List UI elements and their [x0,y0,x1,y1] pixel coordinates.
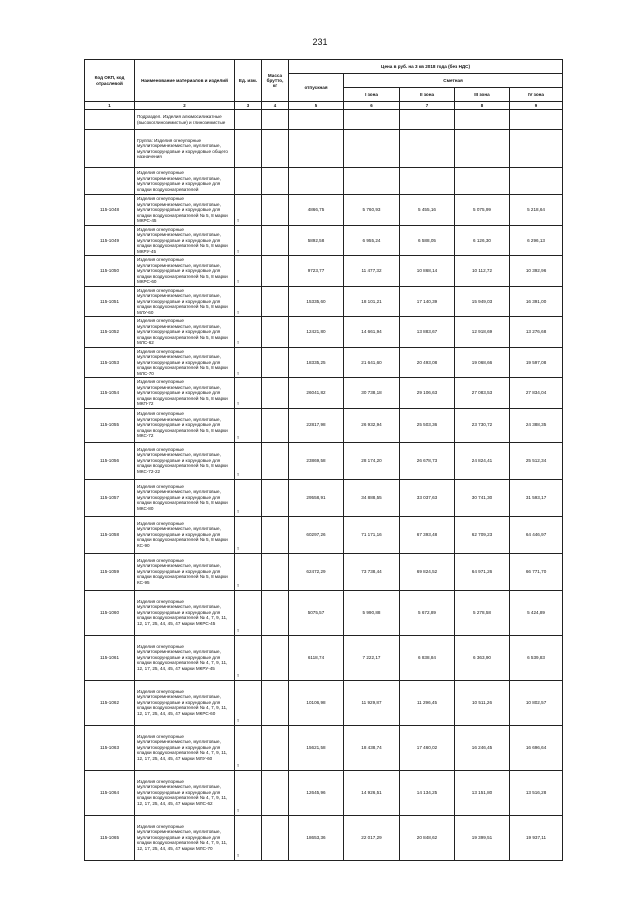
item-price-zone-1: 11 477,32 [344,256,400,287]
item-price-zone-4: 27 834,04 [510,378,563,409]
item-release-price: 9723,77 [289,256,344,287]
table-row [85,347,563,378]
item-price-zone-3: 10 511,26 [455,680,510,725]
item-unit: т [235,378,262,409]
item-price-zone-2: 20 493,08 [400,347,455,378]
item-price-zone-2: 67 393,48 [400,516,455,553]
item-price-zone-1: 6 955,24 [344,225,400,256]
table-row [85,635,563,680]
item-release-price: 62472,29 [289,553,344,590]
header-zone-1: I зона [344,88,400,102]
item-code: 115-1056 [85,442,135,479]
table-row [85,286,563,317]
item-price-zone-1: 14 926,51 [344,770,400,815]
item-price-zone-4: 24 388,35 [510,408,563,442]
item-price-zone-4: 19 937,11 [510,815,563,860]
table-row [85,479,563,516]
item-code: 115-1048 [85,195,135,226]
subgroup-title: Изделия огнеупорные муллитокремнеземистые, муллитовые, муллитокорундовые и корундовые для кладки воздухонагревателей [135,168,235,195]
section-title: Подраздел. Изделия алюмосиликатные (высокоглиноземистые) и глиноземистые [135,110,235,130]
item-unit: т [235,442,262,479]
item-mass [262,516,289,553]
price-table [84,59,563,861]
item-price-zone-4: 25 512,34 [510,442,563,479]
item-code: 115-1054 [85,378,135,409]
item-name: Изделия огнеупорные муллитокремнеземистые, муллитовые, муллитокорундовые и корундовые для кладки воздухонагревателей № 5, 8 марки МКРУ-45 [135,225,235,256]
item-price-zone-3: 62 709,23 [455,516,510,553]
item-name: Изделия огнеупорные муллитокремнеземистые, муллитовые, муллитокорундовые и корундовые для кладки воздухонагревателей № 4, 7, 9, 11, 12, 17, 25, 44, 45, 47 марки МЛС-62 [135,770,235,815]
header-estimated: Сметная [344,74,563,88]
item-price-zone-1: 5 760,93 [344,195,400,226]
item-name: Изделия огнеупорные муллитокремнеземистые, муллитовые, муллитокорундовые и корундовые для кладки воздухонагревателей № 5, 8 марки МЛУ-60 [135,286,235,317]
item-release-price: 12421,80 [289,317,344,348]
item-code: 115-1063 [85,725,135,770]
item-price-zone-3: 10 112,72 [455,256,510,287]
item-code: 115-1055 [85,408,135,442]
column-number: 4 [262,102,289,110]
table-row [85,195,563,226]
item-code: 115-1050 [85,256,135,287]
item-name: Изделия огнеупорные муллитокремнеземистые, муллитовые, муллитокорундовые и корундовые для кладки воздухонагревателей № 5, 8 марки КС-95 [135,553,235,590]
item-mass [262,815,289,860]
header-release: отпускная [289,74,344,102]
item-release-price: 12645,96 [289,770,344,815]
item-price-zone-2: 17 460,02 [400,725,455,770]
item-name: Изделия огнеупорные муллитокремнеземистые, муллитовые, муллитокорундовые и корундовые для кладки воздухонагревателей № 5, 8 марки МКРС-45 [135,195,235,226]
table-row [85,256,563,287]
section-row [85,110,563,130]
item-release-price: 29558,91 [289,479,344,516]
header-mass: Масса брутто, кг [262,60,289,102]
item-mass [262,225,289,256]
item-release-price: 15335,60 [289,286,344,317]
table-row [85,680,563,725]
item-mass [262,635,289,680]
item-price-zone-2: 13 883,67 [400,317,455,348]
item-name: Изделия огнеупорные муллитокремнеземистые, муллитовые, муллитокорундовые и корундовые для кладки воздухонагревателей № 5, 8 марки МКС-72-22 [135,442,235,479]
item-unit: т [235,256,262,287]
item-mass [262,590,289,635]
item-price-zone-3: 19 399,51 [455,815,510,860]
item-price-zone-2: 14 134,25 [400,770,455,815]
item-code: 115-1052 [85,317,135,348]
item-name: Изделия огнеупорные муллитокремнеземистые, муллитовые, муллитокорундовые и корундовые для кладки воздухонагревателей № 4, 7, 9, 11, 12, 17, 25, 44, 45, 47 марки МКРУ-45 [135,635,235,680]
item-code: 115-1065 [85,815,135,860]
item-release-price: 15621,58 [289,725,344,770]
item-price-zone-4: 64 446,97 [510,516,563,553]
item-unit: т [235,770,262,815]
item-unit: т [235,347,262,378]
item-release-price: 4866,75 [289,195,344,226]
item-price-zone-3: 64 971,26 [455,553,510,590]
item-price-zone-3: 12 918,69 [455,317,510,348]
item-price-zone-1: 71 171,16 [344,516,400,553]
item-price-zone-1: 11 929,87 [344,680,400,725]
item-price-zone-4: 19 597,08 [510,347,563,378]
item-code: 115-1053 [85,347,135,378]
item-unit: т [235,286,262,317]
item-price-zone-3: 24 824,41 [455,442,510,479]
item-price-zone-2: 20 848,62 [400,815,455,860]
item-name: Изделия огнеупорные муллитокремнеземистые, муллитовые, муллитокорундовые и корундовые для кладки воздухонагревателей № 4, 7, 9, 11, 12, 17, 25, 44, 45, 47 марки МЛС-70 [135,815,235,860]
page-number: 231 [312,37,328,47]
item-mass [262,553,289,590]
item-unit: т [235,317,262,348]
item-code: 115-1062 [85,680,135,725]
item-release-price: 5075,57 [289,590,344,635]
item-name: Изделия огнеупорные муллитокремнеземистые, муллитовые, муллитокорундовые и корундовые для кладки воздухонагревателей № 4, 7, 9, 11, 12, 17, 25, 44, 45, 47 марки МКРС-45 [135,590,235,635]
table-row [85,317,563,348]
column-numbers-row [85,102,563,110]
table-row [85,770,563,815]
item-price-zone-2: 33 037,63 [400,479,455,516]
item-unit: т [235,479,262,516]
item-unit: т [235,815,262,860]
item-unit: т [235,516,262,553]
item-mass [262,479,289,516]
item-price-zone-1: 18 438,74 [344,725,400,770]
column-number: 3 [235,102,262,110]
item-name: Изделия огнеупорные муллитокремнеземистые, муллитовые, муллитокорундовые и корундовые для кладки воздухонагревателей № 5, 8 марки МКС-72 [135,408,235,442]
item-price-zone-2: 69 824,52 [400,553,455,590]
item-price-zone-4: 13 516,28 [510,770,563,815]
item-price-zone-4: 13 276,68 [510,317,563,348]
item-unit: т [235,725,262,770]
table-row [85,408,563,442]
column-number: 5 [289,102,344,110]
item-price-zone-1: 30 738,18 [344,378,400,409]
item-mass [262,286,289,317]
column-number: 9 [510,102,563,110]
item-price-zone-2: 5 455,16 [400,195,455,226]
item-name: Изделия огнеупорные муллитокремнеземистые, муллитовые, муллитокорундовые и корундовые для кладки воздухонагревателей № 5, 8 марки МКРС-60 [135,256,235,287]
item-name: Изделия огнеупорные муллитокремнеземистые, муллитовые, муллитокорундовые и корундовые для кладки воздухонагревателей № 5, 8 марки КС-90 [135,516,235,553]
column-number: 7 [400,102,455,110]
item-price-zone-3: 5 075,99 [455,195,510,226]
item-code: 115-1051 [85,286,135,317]
table-row [85,225,563,256]
item-unit: т [235,225,262,256]
item-price-zone-3: 6 363,90 [455,635,510,680]
item-price-zone-4: 6 539,83 [510,635,563,680]
item-price-zone-1: 5 990,88 [344,590,400,635]
item-price-zone-2: 17 140,39 [400,286,455,317]
column-number: 1 [85,102,135,110]
item-price-zone-4: 6 296,13 [510,225,563,256]
item-price-zone-4: 10 802,57 [510,680,563,725]
item-mass [262,317,289,348]
item-price-zone-3: 23 730,72 [455,408,510,442]
item-name: Изделия огнеупорные муллитокремнеземистые, муллитовые, муллитокорундовые и корундовые для кладки воздухонагревателей № 4, 7, 9, 11, 12, 17, 25, 44, 45, 47 марки МКРС-60 [135,680,235,725]
item-price-zone-2: 6 588,05 [400,225,455,256]
item-unit: т [235,195,262,226]
item-price-zone-2: 29 106,63 [400,378,455,409]
item-price-zone-2: 6 838,84 [400,635,455,680]
item-price-zone-1: 34 888,55 [344,479,400,516]
item-name: Изделия огнеупорные муллитокремнеземистые, муллитовые, муллитокорундовые и корундовые для кладки воздухонагревателей № 5, 8 марки МЛС-70 [135,347,235,378]
table-row [85,553,563,590]
item-mass [262,347,289,378]
item-mass [262,195,289,226]
item-mass [262,408,289,442]
item-name: Изделия огнеупорные муллитокремнеземистые, муллитовые, муллитокорундовые и корундовые для кладки воздухонагревателей № 5, 8 марки МЛС-62 [135,317,235,348]
item-code: 115-1059 [85,553,135,590]
item-unit: т [235,635,262,680]
item-price-zone-3: 27 083,53 [455,378,510,409]
item-price-zone-4: 31 593,17 [510,479,563,516]
item-release-price: 18335,25 [289,347,344,378]
header-zone-4: IV зона [510,88,563,102]
item-price-zone-4: 16 391,00 [510,286,563,317]
item-release-price: 23869,58 [289,442,344,479]
item-name: Изделия огнеупорные муллитокремнеземистые, муллитовые, муллитокорундовые и корундовые для кладки воздухонагревателей № 4, 7, 9, 11, 12, 17, 25, 44, 45, 47 марки МЛУ-60 [135,725,235,770]
column-number: 6 [344,102,400,110]
table-row [85,590,563,635]
item-price-zone-1: 18 101,21 [344,286,400,317]
item-release-price: 60297,26 [289,516,344,553]
item-unit: т [235,408,262,442]
item-price-zone-4: 10 392,96 [510,256,563,287]
item-mass [262,680,289,725]
table-row [85,516,563,553]
item-price-zone-3: 6 126,30 [455,225,510,256]
group-title: Группа: Изделия огнеупорные муллитокремнеземистые, муллитовые, муллитокорундовые и корундовые общего назначения [135,130,235,168]
header-code: Код ОКП, код отраслевой [85,60,135,102]
item-price-zone-2: 10 868,14 [400,256,455,287]
item-price-zone-4: 5 218,64 [510,195,563,226]
item-release-price: 18653,36 [289,815,344,860]
item-unit: т [235,553,262,590]
item-price-zone-3: 16 246,45 [455,725,510,770]
item-price-zone-4: 5 424,89 [510,590,563,635]
item-price-zone-1: 21 641,60 [344,347,400,378]
item-unit: т [235,590,262,635]
item-mass [262,256,289,287]
item-mass [262,725,289,770]
header-zone-2: II зона [400,88,455,102]
item-price-zone-1: 26 932,94 [344,408,400,442]
item-price-zone-2: 11 296,45 [400,680,455,725]
item-name: Изделия огнеупорные муллитокремнеземистые, муллитовые, муллитокорундовые и корундовые для кладки воздухонагревателей № 5, 8 марки МКП-72 [135,378,235,409]
item-release-price: 5892,58 [289,225,344,256]
item-price-zone-4: 16 696,64 [510,725,563,770]
item-code: 115-1058 [85,516,135,553]
header-name: Наименование материалов и изделий [135,60,235,102]
item-code: 115-1057 [85,479,135,516]
section-row [85,130,563,168]
item-price-zone-1: 14 661,94 [344,317,400,348]
item-code: 115-1061 [85,635,135,680]
item-release-price: 6118,74 [289,635,344,680]
item-price-zone-4: 66 771,70 [510,553,563,590]
item-price-zone-3: 13 151,80 [455,770,510,815]
header-unit: Ед. изм. [235,60,262,102]
item-code: 115-1049 [85,225,135,256]
item-release-price: 26041,82 [289,378,344,409]
item-price-zone-1: 28 174,20 [344,442,400,479]
item-code: 115-1060 [85,590,135,635]
table-row [85,378,563,409]
item-price-zone-3: 19 068,66 [455,347,510,378]
column-number: 8 [455,102,510,110]
item-mass [262,378,289,409]
section-row [85,168,563,195]
item-price-zone-2: 5 672,89 [400,590,455,635]
column-number: 2 [135,102,235,110]
item-price-zone-1: 22 017,29 [344,815,400,860]
item-code: 115-1064 [85,770,135,815]
header-zone-3: III зона [455,88,510,102]
item-price-zone-3: 30 741,30 [455,479,510,516]
item-release-price: 10106,98 [289,680,344,725]
item-price-zone-3: 15 949,03 [455,286,510,317]
item-price-zone-3: 5 278,58 [455,590,510,635]
table-row [85,725,563,770]
header-price-title: Цена в руб. на 3 кв 2018 года (без НДС) [289,60,563,74]
item-mass [262,770,289,815]
item-mass [262,442,289,479]
item-price-zone-1: 73 738,44 [344,553,400,590]
item-name: Изделия огнеупорные муллитокремнеземистые, муллитовые, муллитокорундовые и корундовые для кладки воздухонагревателей № 5, 8 марки МКС-80 [135,479,235,516]
item-unit: т [235,680,262,725]
table-row [85,442,563,479]
item-price-zone-1: 7 222,17 [344,635,400,680]
item-price-zone-2: 25 503,36 [400,408,455,442]
item-price-zone-2: 26 678,73 [400,442,455,479]
table-row [85,815,563,860]
item-release-price: 22817,98 [289,408,344,442]
